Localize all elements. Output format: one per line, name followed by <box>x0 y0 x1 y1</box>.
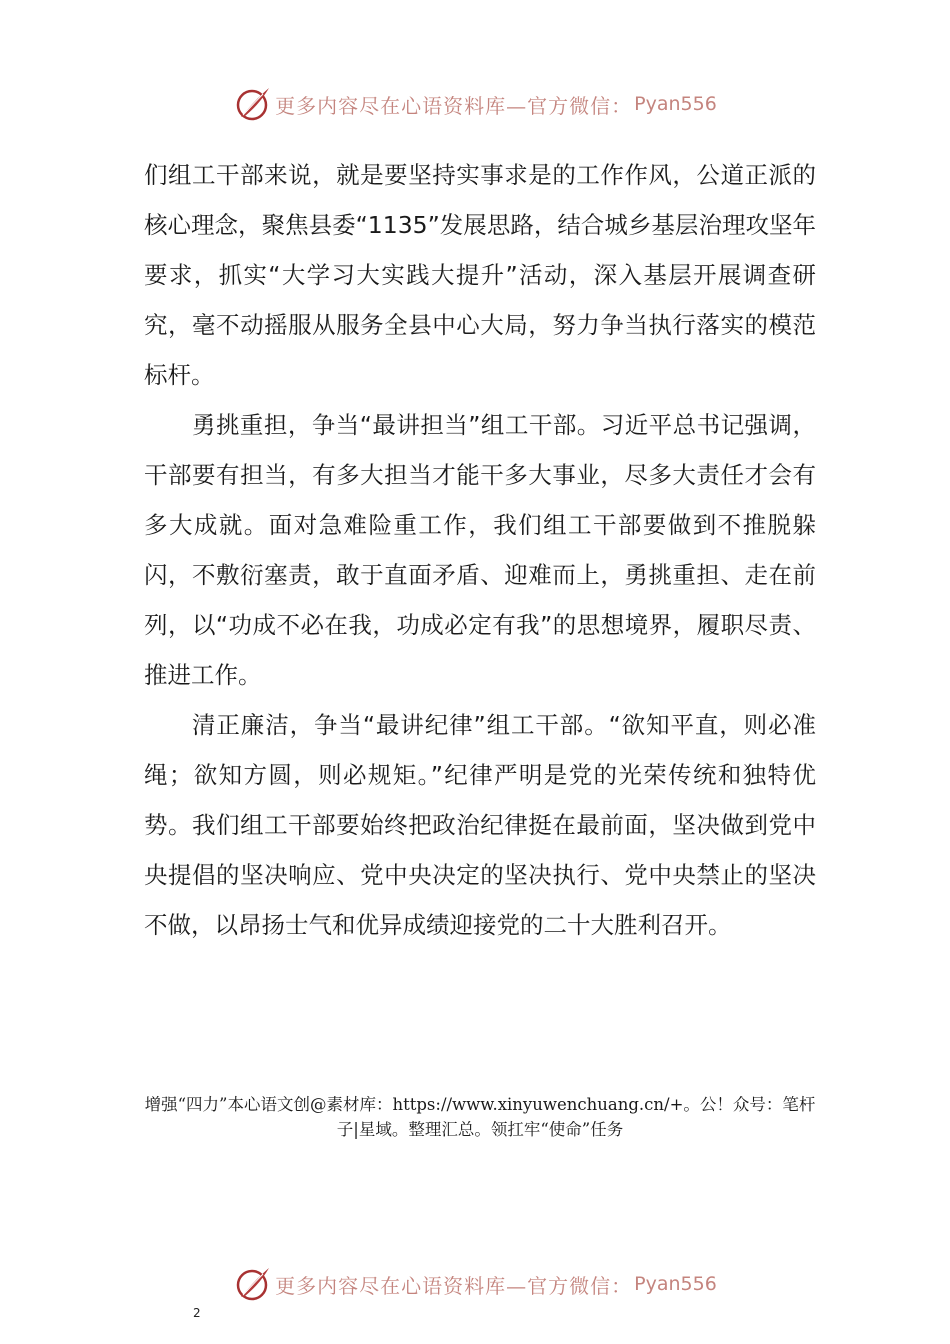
header-banner-text: 更多内容尽在心语资料库—官方微信： <box>275 93 633 118</box>
footer-banner <box>0 1262 950 1306</box>
source-footnote: 增强“四力”本心语文创@素材库：https://www.xinyuwenchuang.cn/+。公！众号：笔杆子|星域。整理汇总。领扛牢“使命”任务 <box>144 1095 816 1139</box>
paragraph-1: 们组工干部来说，就是要坚持实事求是的工作作风，公道正派的核心理念，聚焦县委“1135”发展思路，结合城乡基层治理攻坚年要求，抓实“大学习大实践大提升”活动，深入基层开展调查研究，毫不动摇服从服务全县中心大局，努力争当执行落实的模范标杆。 <box>144 161 816 389</box>
header-wechat-id: Pyan556 <box>634 93 717 115</box>
document-body <box>144 150 816 950</box>
footer-wechat-id: Pyan556 <box>634 1273 717 1295</box>
quill-pen-logo-icon <box>233 1264 273 1304</box>
paragraph-3: 清正廉洁，争当“最讲纪律”组工干部。“欲知平直，则必准绳；欲知方圆，则必规矩。”纪律严明是党的光荣传统和独特优势。我们组工干部要始终把政治纪律挺在最前面，坚决做到党中央提倡的坚决响应、党中央决定的坚决执行、党中央禁止的坚决不做，以昂扬士气和优异成绩迎接党的二十大胜利召开。 <box>144 711 816 939</box>
header-banner <box>0 82 950 126</box>
quill-pen-logo-icon <box>233 84 273 124</box>
page-number: 2 <box>193 1306 201 1320</box>
paragraph-2: 勇挑重担，争当“最讲担当”组工干部。习近平总书记强调，干部要有担当，有多大担当才能干多大事业，尽多大责任才会有多大成就。面对急难险重工作，我们组工干部要做到不推脱躲闪，不敷衍塞责，敢于直面矛盾、迎难而上，勇挑重担、走在前列，以“功成不必在我，功成必定有我”的思想境界，履职尽责、推进工作。 <box>144 411 816 689</box>
footer-banner-text: 更多内容尽在心语资料库—官方微信： <box>275 1273 633 1298</box>
